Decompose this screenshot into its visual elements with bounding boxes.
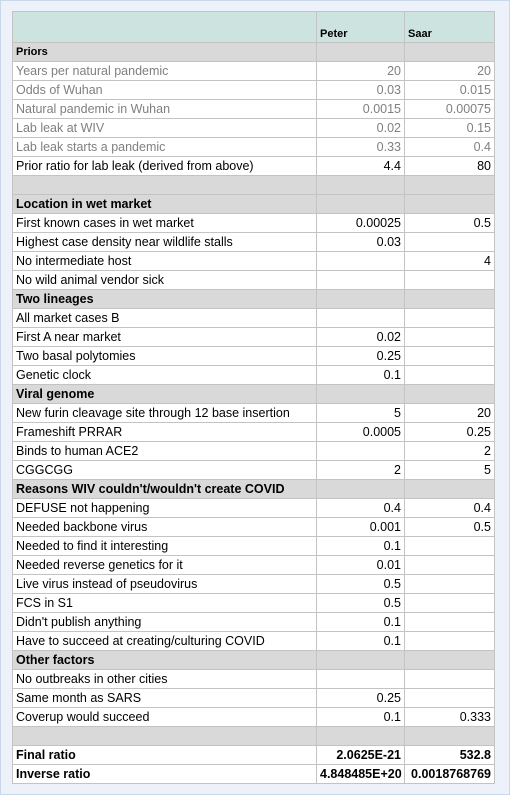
peter-value-cell[interactable]: 0.03 (317, 233, 405, 252)
saar-value-cell[interactable]: 0.00075 (405, 100, 495, 119)
section-label-cell[interactable]: Viral genome (13, 385, 317, 404)
peter-value-cell[interactable]: 0.4 (317, 499, 405, 518)
label-cell[interactable]: Lab leak starts a pandemic (13, 138, 317, 157)
label-cell[interactable]: Genetic clock (13, 366, 317, 385)
section-label-cell[interactable]: Reasons WIV couldn't/wouldn't create COVID (13, 480, 317, 499)
saar-value-cell[interactable] (405, 613, 495, 632)
label-cell[interactable]: No wild animal vendor sick (13, 271, 317, 290)
table-row (13, 328, 495, 347)
table-row (13, 119, 495, 138)
label-cell[interactable]: Lab leak at WIV (13, 119, 317, 138)
saar-value-cell[interactable] (405, 594, 495, 613)
header-row (13, 12, 495, 43)
label-cell[interactable]: Needed backbone virus (13, 518, 317, 537)
saar-value-cell[interactable] (405, 480, 495, 499)
peter-value-cell[interactable] (317, 385, 405, 404)
table-row (13, 423, 495, 442)
table-row (13, 518, 495, 537)
saar-value-cell[interactable]: 0.5 (405, 518, 495, 537)
label-cell[interactable]: Binds to human ACE2 (13, 442, 317, 461)
table-row (13, 81, 495, 100)
header-corner-cell[interactable] (13, 12, 317, 43)
table-row (13, 138, 495, 157)
saar-value-cell[interactable]: 0.25 (405, 423, 495, 442)
peter-value-cell[interactable]: 0.1 (317, 537, 405, 556)
label-cell[interactable]: DEFUSE not happening (13, 499, 317, 518)
table-row (13, 100, 495, 119)
saar-value-cell[interactable] (405, 347, 495, 366)
table-row (13, 271, 495, 290)
column-header-peter[interactable]: Peter (317, 12, 405, 43)
peter-value-cell[interactable]: 0.5 (317, 575, 405, 594)
table-row (13, 309, 495, 328)
label-cell[interactable]: Didn't publish anything (13, 613, 317, 632)
label-cell[interactable]: All market cases B (13, 309, 317, 328)
table-row (13, 594, 495, 613)
label-cell[interactable]: Same month as SARS (13, 689, 317, 708)
peter-value-cell[interactable]: 2.0625E-21 (317, 746, 405, 765)
peter-value-cell[interactable]: 0.0005 (317, 423, 405, 442)
saar-value-cell[interactable]: 0.333 (405, 708, 495, 727)
table-row (13, 499, 495, 518)
saar-value-cell[interactable]: 0.4 (405, 138, 495, 157)
label-cell[interactable]: Years per natural pandemic (13, 62, 317, 81)
peter-value-cell[interactable]: 0.25 (317, 689, 405, 708)
section-row (13, 195, 495, 214)
saar-value-cell[interactable] (405, 632, 495, 651)
saar-value-cell[interactable] (405, 689, 495, 708)
peter-value-cell[interactable] (317, 651, 405, 670)
table-row (13, 556, 495, 575)
peter-value-cell[interactable] (317, 290, 405, 309)
table-row (13, 746, 495, 765)
table-row (13, 613, 495, 632)
section-row (13, 43, 495, 62)
peter-value-cell[interactable]: 0.0015 (317, 100, 405, 119)
saar-value-cell[interactable]: 20 (405, 404, 495, 423)
peter-value-cell[interactable]: 0.5 (317, 594, 405, 613)
saar-value-cell[interactable]: 20 (405, 62, 495, 81)
label-cell[interactable]: Needed reverse genetics for it (13, 556, 317, 575)
peter-value-cell[interactable] (317, 252, 405, 271)
peter-value-cell[interactable]: 0.25 (317, 347, 405, 366)
section-label-cell[interactable]: Two lineages (13, 290, 317, 309)
peter-value-cell[interactable] (317, 727, 405, 746)
label-cell[interactable]: CGGCGG (13, 461, 317, 480)
saar-value-cell[interactable]: 0.4 (405, 499, 495, 518)
label-cell[interactable]: First known cases in wet market (13, 214, 317, 233)
table-row (13, 442, 495, 461)
saar-value-cell[interactable] (405, 537, 495, 556)
section-row (13, 385, 495, 404)
peter-value-cell[interactable] (317, 176, 405, 195)
saar-value-cell[interactable] (405, 366, 495, 385)
peter-value-cell[interactable]: 4.848485E+20 (317, 765, 405, 784)
saar-value-cell[interactable] (405, 176, 495, 195)
label-cell[interactable]: FCS in S1 (13, 594, 317, 613)
peter-value-cell[interactable] (317, 309, 405, 328)
table-row (13, 366, 495, 385)
label-cell[interactable] (13, 176, 317, 195)
label-cell[interactable]: Odds of Wuhan (13, 81, 317, 100)
label-cell[interactable] (13, 727, 317, 746)
table-row (13, 214, 495, 233)
table-row (13, 708, 495, 727)
peter-value-cell[interactable]: 0.00025 (317, 214, 405, 233)
column-header-saar[interactable]: Saar (405, 12, 495, 43)
saar-value-cell[interactable] (405, 195, 495, 214)
saar-value-cell[interactable] (405, 328, 495, 347)
section-label-cell[interactable]: Priors (13, 43, 317, 62)
label-cell[interactable]: Final ratio (13, 746, 317, 765)
saar-value-cell[interactable]: 5 (405, 461, 495, 480)
saar-value-cell[interactable]: 2 (405, 442, 495, 461)
table-row (13, 765, 495, 784)
spreadsheet-body (13, 12, 495, 784)
label-cell[interactable]: New furin cleavage site through 12 base insertion (13, 404, 317, 423)
saar-value-cell[interactable] (405, 556, 495, 575)
peter-value-cell[interactable]: 2 (317, 461, 405, 480)
saar-value-cell[interactable]: 0.15 (405, 119, 495, 138)
spreadsheet-table (12, 11, 495, 784)
table-row (13, 347, 495, 366)
saar-value-cell[interactable]: 80 (405, 157, 495, 176)
label-cell[interactable]: Coverup would succeed (13, 708, 317, 727)
table-row (13, 404, 495, 423)
spacer-row (13, 176, 495, 195)
table-row (13, 233, 495, 252)
saar-value-cell[interactable]: 0.5 (405, 214, 495, 233)
section-row (13, 290, 495, 309)
table-row (13, 537, 495, 556)
label-cell[interactable]: Have to succeed at creating/culturing COVID (13, 632, 317, 651)
spacer-row (13, 727, 495, 746)
peter-value-cell[interactable] (317, 670, 405, 689)
label-cell[interactable]: Natural pandemic in Wuhan (13, 100, 317, 119)
peter-value-cell[interactable]: 0.1 (317, 632, 405, 651)
table-row (13, 689, 495, 708)
peter-value-cell[interactable]: 0.03 (317, 81, 405, 100)
saar-value-cell[interactable] (405, 651, 495, 670)
label-cell[interactable]: No intermediate host (13, 252, 317, 271)
table-row (13, 62, 495, 81)
label-cell[interactable]: Live virus instead of pseudovirus (13, 575, 317, 594)
peter-value-cell[interactable]: 0.01 (317, 556, 405, 575)
label-cell[interactable]: Highest case density near wildlife stalls (13, 233, 317, 252)
peter-value-cell[interactable]: 0.1 (317, 613, 405, 632)
label-cell[interactable]: Needed to find it interesting (13, 537, 317, 556)
section-label-cell[interactable]: Location in wet market (13, 195, 317, 214)
peter-value-cell[interactable] (317, 271, 405, 290)
label-cell[interactable]: No outbreaks in other cities (13, 670, 317, 689)
label-cell[interactable]: Two basal polytomies (13, 347, 317, 366)
label-cell[interactable]: First A near market (13, 328, 317, 347)
table-row (13, 670, 495, 689)
label-cell[interactable]: Prior ratio for lab leak (derived from above) (13, 157, 317, 176)
saar-value-cell[interactable] (405, 575, 495, 594)
saar-value-cell[interactable]: 0.0018768769 (405, 765, 495, 784)
table-row (13, 252, 495, 271)
saar-value-cell[interactable]: 4 (405, 252, 495, 271)
saar-value-cell[interactable] (405, 290, 495, 309)
peter-value-cell[interactable] (317, 480, 405, 499)
peter-value-cell[interactable]: 0.33 (317, 138, 405, 157)
peter-value-cell[interactable] (317, 442, 405, 461)
label-cell[interactable]: Frameshift PRRAR (13, 423, 317, 442)
label-cell[interactable]: Inverse ratio (13, 765, 317, 784)
peter-value-cell[interactable]: 0.02 (317, 328, 405, 347)
peter-value-cell[interactable]: 0.02 (317, 119, 405, 138)
peter-value-cell[interactable]: 0.1 (317, 366, 405, 385)
table-row (13, 632, 495, 651)
peter-value-cell[interactable]: 4.4 (317, 157, 405, 176)
section-label-cell[interactable]: Other factors (13, 651, 317, 670)
peter-value-cell[interactable]: 0.1 (317, 708, 405, 727)
peter-value-cell[interactable]: 20 (317, 62, 405, 81)
section-row (13, 480, 495, 499)
table-row (13, 157, 495, 176)
peter-value-cell[interactable]: 5 (317, 404, 405, 423)
saar-value-cell[interactable] (405, 670, 495, 689)
table-row (13, 575, 495, 594)
saar-value-cell[interactable] (405, 385, 495, 404)
saar-value-cell[interactable] (405, 309, 495, 328)
peter-value-cell[interactable] (317, 43, 405, 62)
saar-value-cell[interactable]: 0.015 (405, 81, 495, 100)
saar-value-cell[interactable] (405, 727, 495, 746)
saar-value-cell[interactable] (405, 233, 495, 252)
section-row (13, 651, 495, 670)
peter-value-cell[interactable] (317, 195, 405, 214)
saar-value-cell[interactable]: 532.8 (405, 746, 495, 765)
saar-value-cell[interactable] (405, 271, 495, 290)
peter-value-cell[interactable]: 0.001 (317, 518, 405, 537)
saar-value-cell[interactable] (405, 43, 495, 62)
table-row (13, 461, 495, 480)
